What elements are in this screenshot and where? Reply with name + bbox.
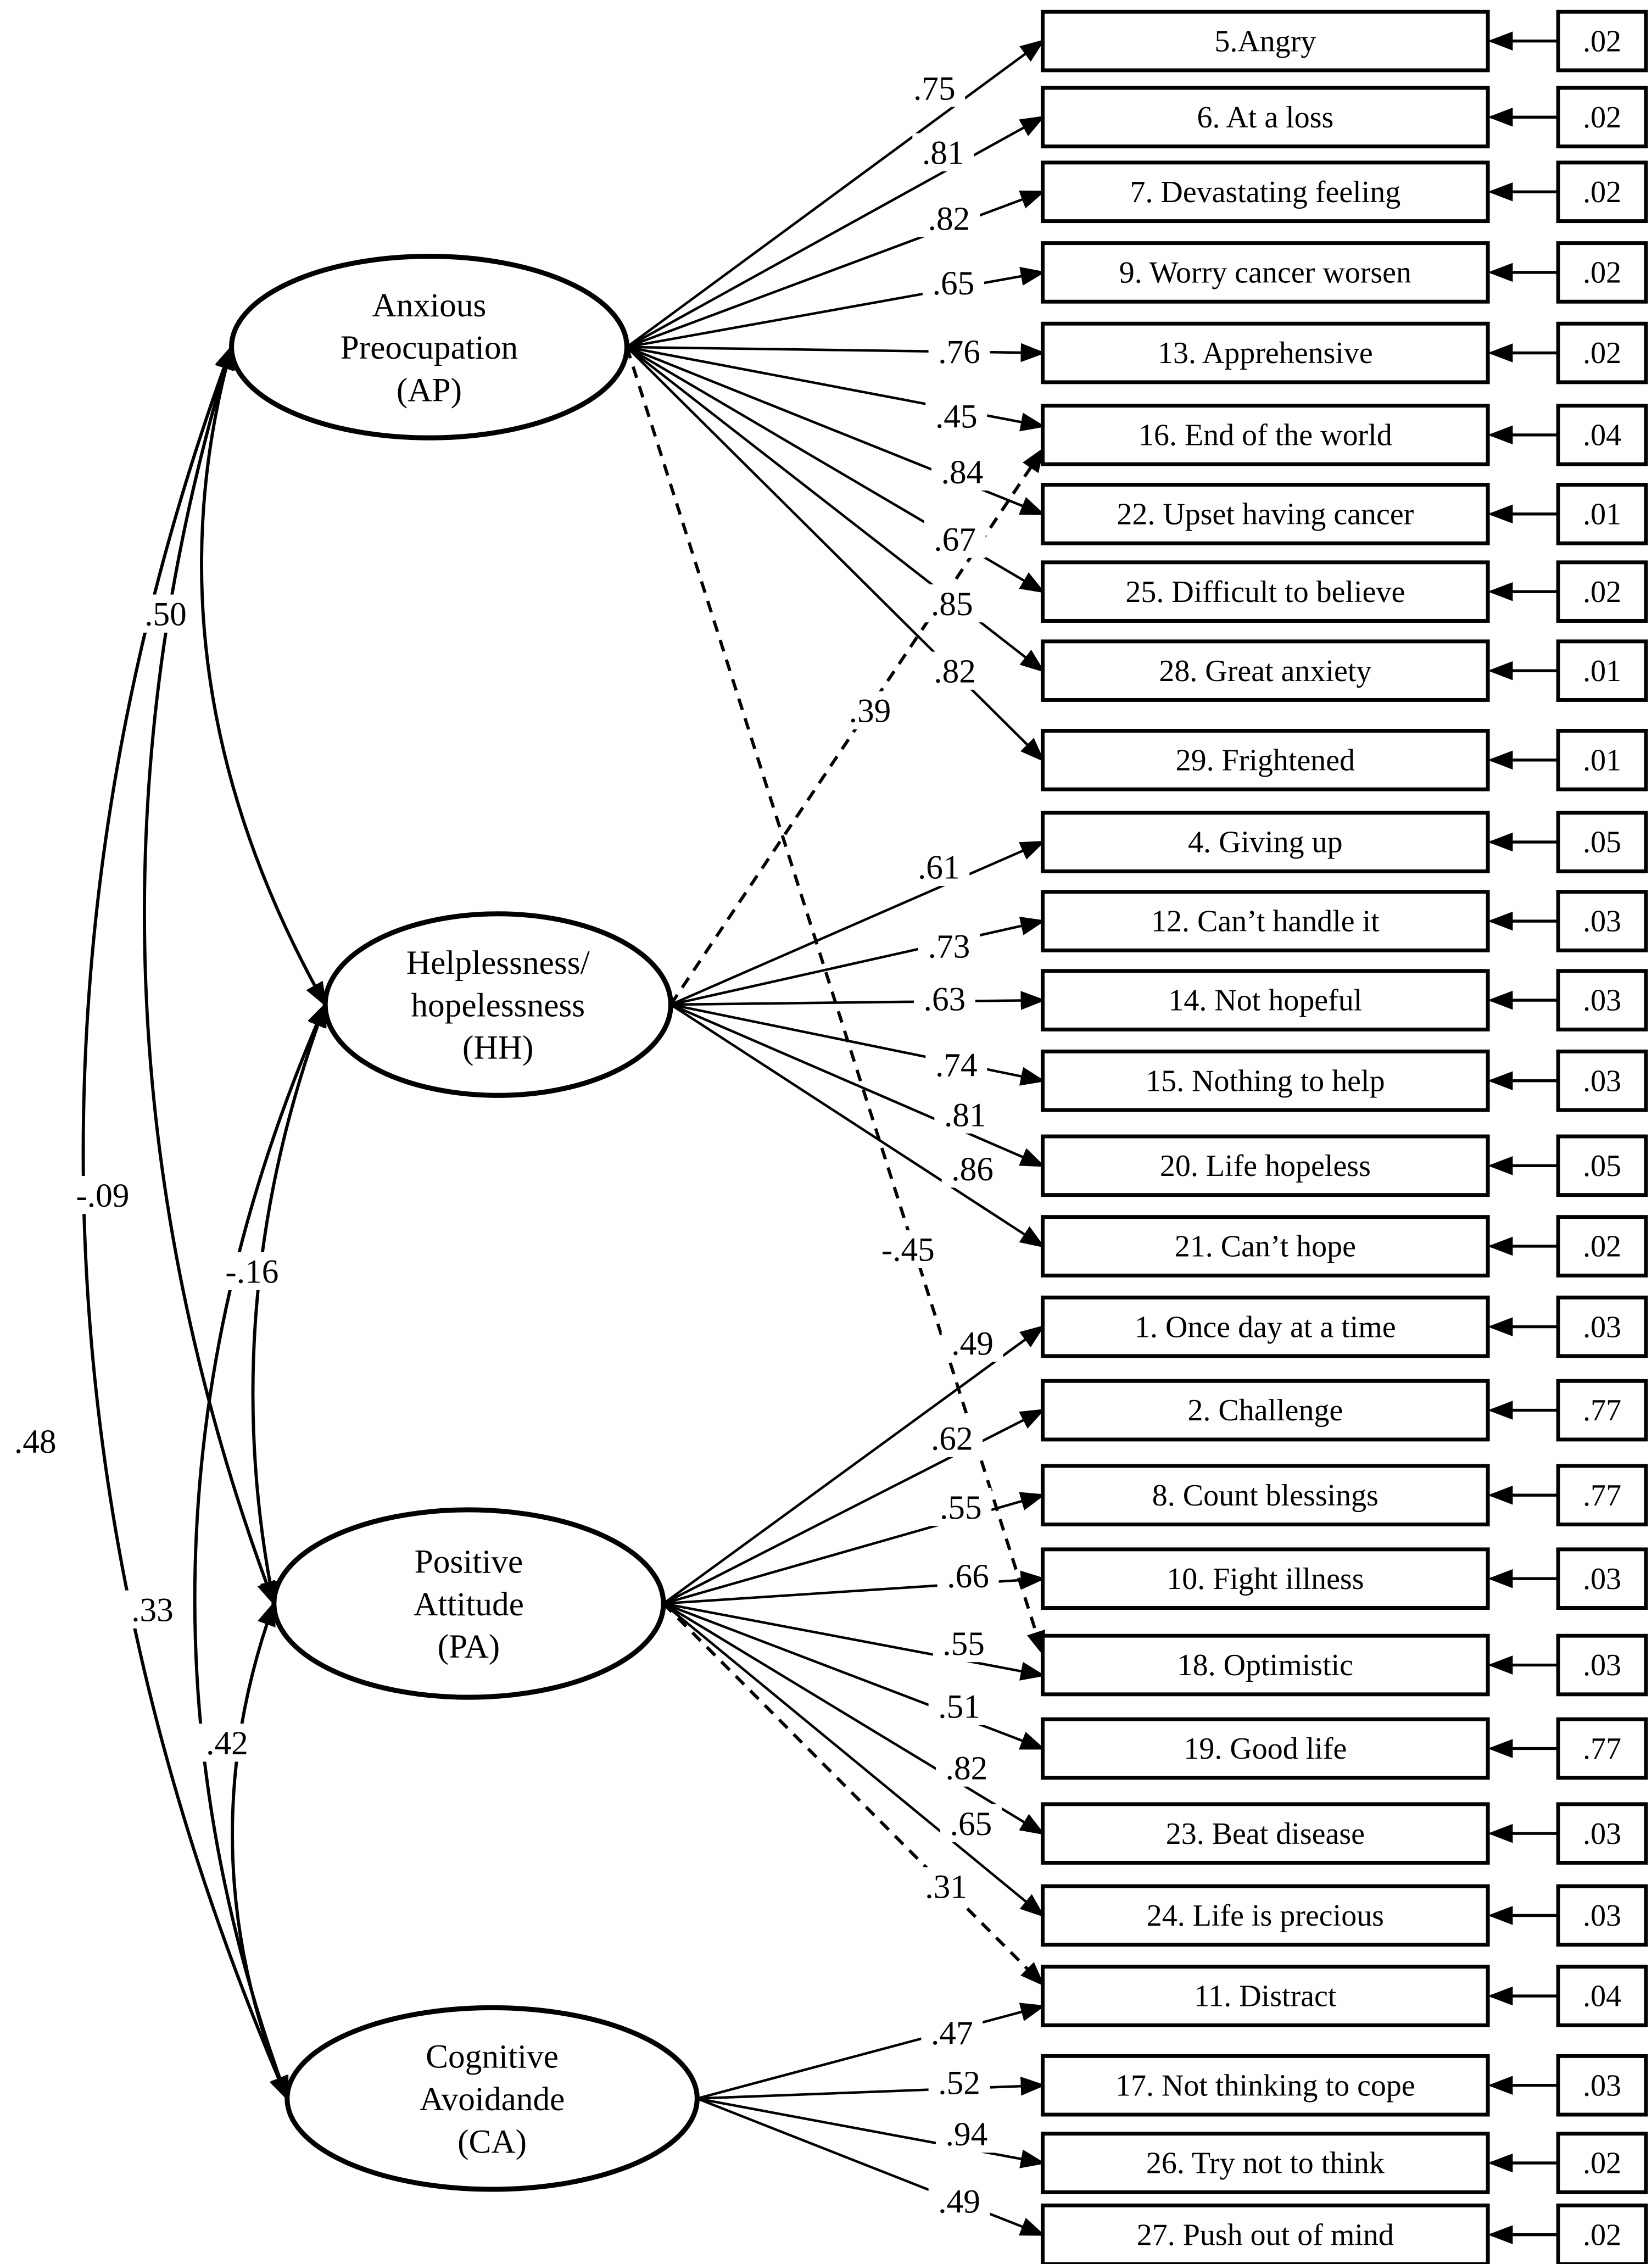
factor-label-ap: (AP) (396, 371, 462, 409)
error-value: .02 (1583, 1229, 1622, 1264)
correlation-curve-pa-ca (232, 1604, 287, 2099)
loading-value: .55 (942, 1625, 985, 1663)
factor-label-ap: Preocupation (340, 329, 518, 367)
item-label: 5.Angry (1214, 24, 1316, 59)
loading-value: .82 (928, 200, 970, 238)
loading-value: .75 (913, 70, 956, 108)
item-label: 15. Nothing to help (1146, 1064, 1385, 1098)
item-label: 16. End of the world (1138, 418, 1392, 453)
loading-path (671, 1005, 1042, 1166)
item-label: 25. Difficult to believe (1125, 575, 1405, 609)
item-label: 18. Optimistic (1177, 1648, 1354, 1683)
error-value: .01 (1583, 497, 1622, 532)
error-value: .04 (1583, 1979, 1622, 2014)
error-value: .02 (1583, 100, 1622, 135)
item-label: 13. Apprehensive (1157, 336, 1373, 371)
loading-value: .82 (934, 653, 976, 690)
item-label: 22. Upset having cancer (1117, 497, 1414, 532)
item-label: 24. Life is precious (1146, 1899, 1384, 1933)
correlation-value: .48 (14, 1423, 57, 1460)
item-label: 17. Not thinking to cope (1115, 2068, 1415, 2103)
loading-path (697, 2006, 1042, 2099)
factor-label-pa: (PA) (437, 1628, 500, 1666)
item-label: 12. Can’t handle it (1151, 904, 1380, 939)
loading-value: .61 (917, 849, 960, 886)
loading-value: .49 (951, 1325, 994, 1363)
item-label: 26. Try not to think (1146, 2146, 1385, 2181)
error-value: .03 (1583, 1064, 1622, 1098)
correlation-value: -.16 (225, 1253, 279, 1291)
correlation-value: .42 (206, 1725, 248, 1763)
factor-label-hh: hopelessness (411, 986, 585, 1024)
factor-label-ca: (CA) (457, 2123, 527, 2161)
loading-value: .86 (951, 1150, 994, 1188)
item-label: 27. Push out of mind (1136, 2218, 1394, 2252)
loading-value: .55 (939, 1488, 982, 1526)
error-value: .03 (1583, 1899, 1622, 1933)
cross-loading-value: .39 (849, 692, 891, 730)
factor-label-ca: Cognitive (426, 2038, 559, 2076)
error-value: .03 (1583, 904, 1622, 939)
correlation-value: .33 (131, 1591, 174, 1629)
error-value: .02 (1583, 175, 1622, 209)
loading-value: .63 (923, 980, 966, 1018)
error-value: .03 (1583, 1648, 1622, 1683)
item-label: 11. Distract (1194, 1979, 1337, 2014)
item-label: 14. Not hopeful (1168, 983, 1363, 1018)
cross-loading-value: -.45 (881, 1231, 935, 1269)
loading-value: .52 (938, 2064, 980, 2102)
loading-value: .65 (932, 264, 975, 302)
loading-value: .47 (930, 2015, 973, 2053)
factor-label-hh: (HH) (462, 1029, 534, 1067)
loading-path (671, 1000, 1042, 1005)
factor-label-pa: Attitude (413, 1585, 524, 1623)
error-value: .05 (1583, 825, 1622, 860)
loading-path (697, 2085, 1042, 2099)
error-value: .02 (1583, 255, 1622, 290)
loading-value: .51 (938, 1688, 980, 1726)
error-value: .77 (1583, 1732, 1622, 1766)
loading-value: .84 (941, 453, 984, 491)
error-value: .03 (1583, 1816, 1622, 1851)
item-label: 7. Devastating feeling (1130, 175, 1401, 209)
loading-path (627, 117, 1042, 347)
error-value: .03 (1583, 2068, 1622, 2103)
loading-value: .65 (950, 1805, 992, 1843)
error-value: .02 (1583, 336, 1622, 371)
item-label: 4. Giving up (1188, 825, 1343, 860)
factor-label-ap: Anxious (372, 286, 487, 324)
error-value: .02 (1583, 575, 1622, 609)
error-value: .02 (1583, 2218, 1622, 2252)
loading-value: .62 (930, 1420, 973, 1458)
loading-value: .74 (935, 1046, 978, 1084)
error-value: .77 (1583, 1478, 1622, 1513)
loading-path (671, 842, 1042, 1005)
correlation-curve-ap-hh (202, 347, 325, 1005)
error-value: .03 (1583, 1310, 1622, 1345)
item-label: 10. Fight illness (1167, 1562, 1364, 1596)
loading-value: .81 (922, 134, 964, 172)
factor-label-pa: Positive (414, 1543, 523, 1581)
loading-value: .49 (938, 2183, 980, 2221)
correlation-value: -.09 (76, 1176, 130, 1214)
item-label: 23. Beat disease (1165, 1816, 1365, 1851)
item-label: 9. Worry cancer worsen (1119, 255, 1412, 290)
loading-value: .82 (945, 1749, 988, 1787)
error-value: .02 (1583, 24, 1622, 59)
error-value: .02 (1583, 2146, 1622, 2181)
loading-value: .73 (928, 928, 970, 966)
loading-value: .94 (945, 2116, 988, 2154)
item-label: 8. Count blessings (1152, 1478, 1378, 1513)
item-label: 29. Frightened (1175, 743, 1355, 778)
item-label: 21. Can’t hope (1174, 1229, 1356, 1264)
cross-loading-value: .31 (925, 1868, 967, 1906)
item-label: 1. Once day at a time (1135, 1310, 1396, 1345)
loading-value: .81 (944, 1096, 986, 1134)
error-value: .05 (1583, 1148, 1622, 1183)
loading-value: .45 (935, 398, 978, 436)
loading-value: .66 (947, 1558, 989, 1596)
correlation-value: .50 (144, 595, 187, 633)
error-value: .03 (1583, 1562, 1622, 1596)
error-value: .03 (1583, 983, 1622, 1018)
item-label: 20. Life hopeless (1159, 1148, 1371, 1183)
item-label: 2. Challenge (1187, 1393, 1343, 1428)
error-value: .04 (1583, 418, 1622, 453)
error-value: .01 (1583, 654, 1622, 688)
item-label: 6. At a loss (1197, 100, 1334, 135)
factor-label-hh: Helplessness/ (406, 944, 590, 982)
loading-value: .76 (938, 333, 980, 371)
loading-value: .85 (930, 585, 973, 623)
item-label: 28. Great anxiety (1159, 654, 1372, 688)
error-value: .01 (1583, 743, 1622, 778)
loading-value: .67 (934, 521, 976, 559)
factor-label-ca: Avoidande (419, 2081, 565, 2118)
item-label: 19. Good life (1184, 1732, 1347, 1766)
error-value: .77 (1583, 1393, 1622, 1428)
loading-path (671, 921, 1042, 1005)
